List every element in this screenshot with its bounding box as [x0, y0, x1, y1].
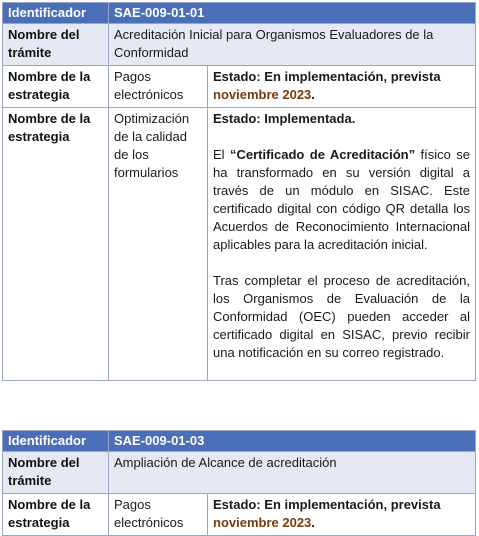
strategy-label: Nombre de la estrategia [3, 108, 109, 381]
strategy-row [3, 108, 476, 381]
status-text: Estado: Implementada. [213, 111, 356, 126]
identifier-label: Identificador [3, 431, 109, 452]
strategy-row [3, 494, 476, 536]
tramite-label: Nombre del trámite [3, 452, 109, 494]
paragraph-text: El [213, 147, 230, 162]
tramite-row [3, 24, 476, 66]
status-text: Estado: En implementación, prevista [213, 69, 441, 84]
tramite-label: Nombre del trámite [3, 24, 109, 66]
identifier-value: SAE-009-01-01 [109, 3, 476, 24]
status-text: Estado: En implementación, prevista [213, 497, 441, 512]
procedure-table-2 [2, 430, 476, 536]
strategy-status [208, 66, 476, 108]
status-end: . [311, 515, 315, 530]
paragraph-text: físico se ha transformado en su versión digital a través de un módulo en SISAC. Este certificado digital con código QR detalla los Acuerdos de Reconocimiento Internacional aplicables para la acreditación inicial. [213, 147, 471, 252]
tramite-row [3, 452, 476, 494]
procedure-table-1 [2, 2, 476, 381]
identifier-label: Identificador [3, 3, 109, 24]
strategy-status [208, 494, 476, 536]
status-date: noviembre 2023 [213, 515, 312, 530]
table-header-row [3, 431, 476, 452]
strategy-status [208, 108, 476, 381]
status-date: noviembre 2023 [213, 87, 312, 102]
identifier-value: SAE-009-01-03 [109, 431, 476, 452]
strategy-row [3, 66, 476, 108]
tramite-value: Acreditación Inicial para Organismos Evaluadores de la Conformidad [109, 24, 476, 66]
table-header-row [3, 3, 476, 24]
strategy-label: Nombre de la estrategia [3, 494, 109, 536]
status-paragraph-2: Tras completar el proceso de acreditación, los Organismos de Evaluación de la Conformidad (OEC) pueden acceder al certificado digital en SISAC, previo recibir una notificación en su correo registrado. [213, 273, 471, 360]
strategy-name: Pagos electrónicos [109, 66, 208, 108]
strategy-name: Optimización de la calidad de los formularios [109, 108, 208, 381]
strategy-name: Pagos electrónicos [109, 494, 208, 536]
tramite-value: Ampliación de Alcance de acreditación [109, 452, 476, 494]
certificate-name: “Certificado de Acreditación” [229, 147, 416, 162]
strategy-label: Nombre de la estrategia [3, 66, 109, 108]
status-end: . [311, 87, 315, 102]
status-paragraph-1 [213, 146, 470, 254]
